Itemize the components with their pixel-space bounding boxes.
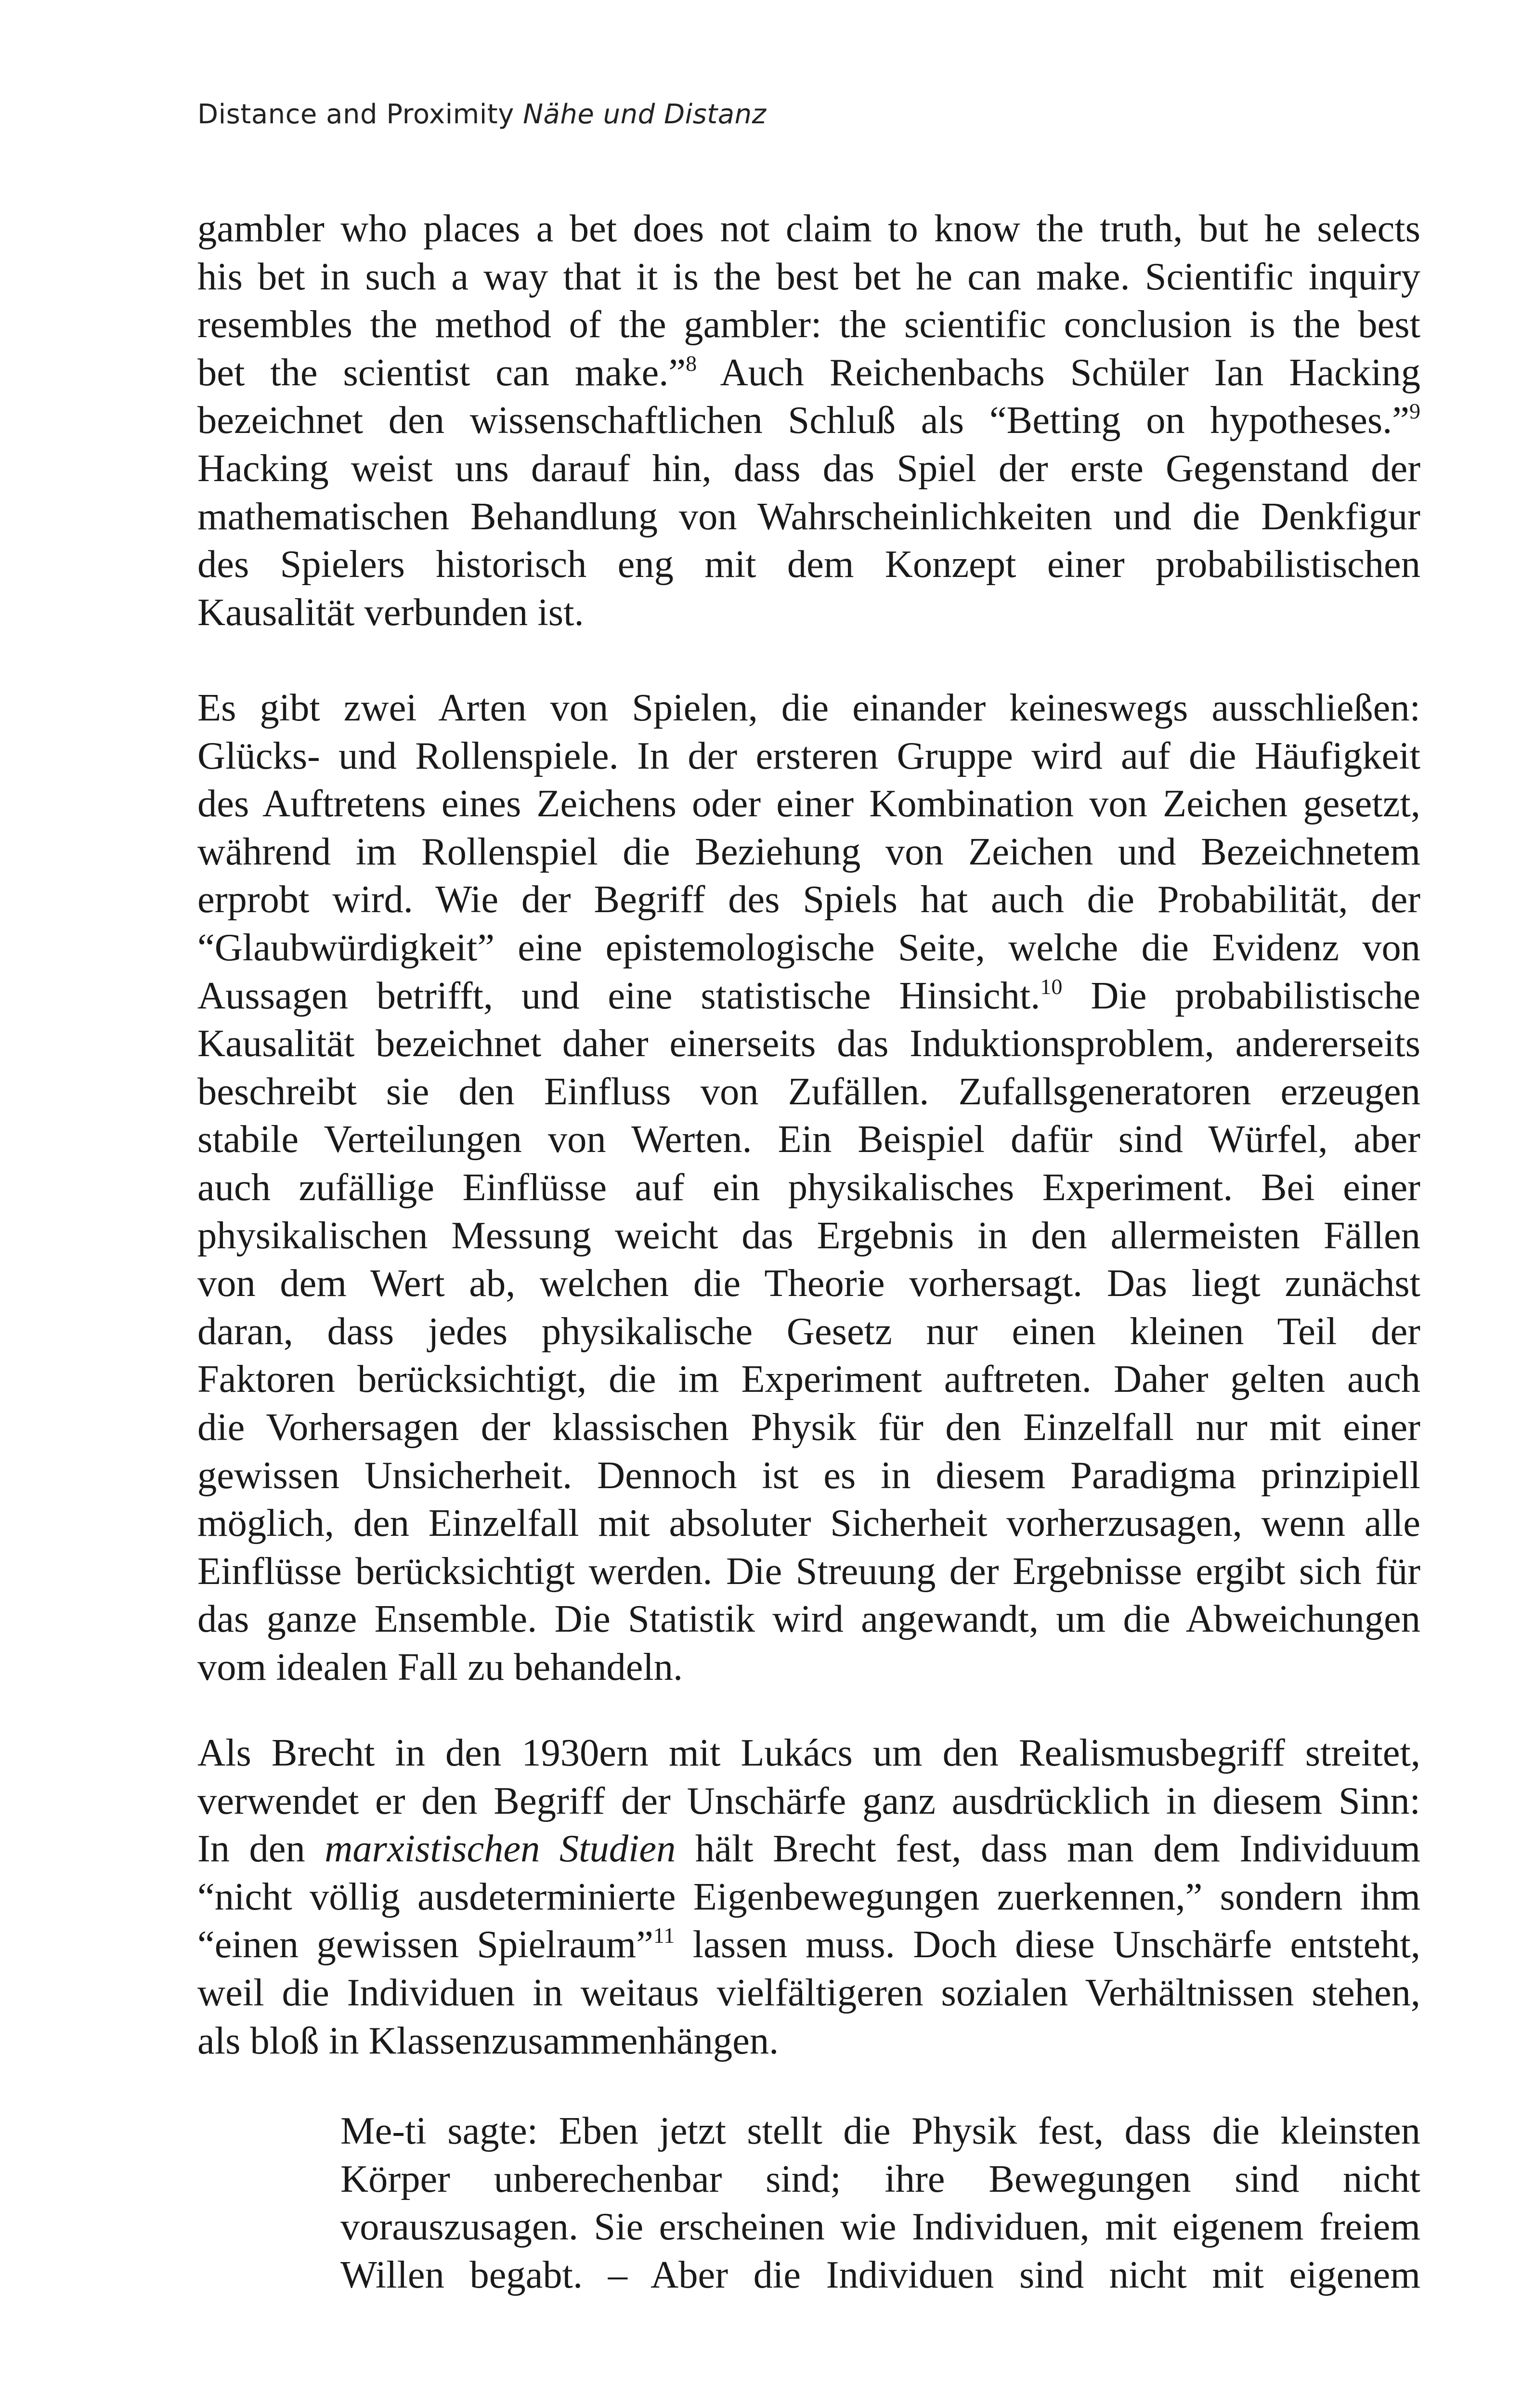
running-head [197,99,766,130]
text-fragment: Auch Reichenbachs Schüler Ian Hacking [697,351,1421,394]
paragraph-2 [197,684,1420,1691]
block-quote [340,2107,1420,2299]
text-line: die Vorhersagen der klassischen Physik für den Einzelfall nur mit einer [197,1405,1420,1449]
running-head-title: Distance and Proximity [197,99,514,130]
text-line: vom idealen Fall zu behandeln. [197,1645,683,1688]
quote-line: Körper unberechenbar sind; ihre Bewegungen sind nicht [340,2157,1420,2200]
text-fragment: Die probabilistische [1062,974,1420,1017]
footnote-ref-9[interactable]: 9 [1409,399,1420,424]
footnote-ref-10[interactable]: 10 [1040,974,1063,999]
running-head-title-italic: Nähe und Distanz [523,99,767,130]
text-line [197,396,1420,445]
text-line: physikalischen Messung weicht das Ergebnis in den allermeisten Fällen [197,1214,1420,1257]
text-line: mathematischen Behandlung von Wahrscheinlichkeiten und die Denkfigur [197,495,1420,538]
text-fragment: “einen gewissen Spielraum” [197,1923,653,1966]
text-line: verwendet er den Begriff der Unschärfe ganz ausdrücklich in diesem Sinn: [197,1779,1420,1822]
text-fragment: bet the scientist can make.” [197,351,686,394]
text-line: Es gibt zwei Arten von Spielen, die einander keineswegs ausschließen: [197,686,1420,729]
text-fragment: In den [197,1827,325,1871]
text-line [197,1921,1420,1969]
text-line: Als Brecht in den 1930ern mit Lukács um den Realismusbegriff streitet, [197,1731,1420,1774]
text-line: daran, dass jedes physikalische Gesetz nur einen kleinen Teil der [197,1309,1420,1353]
text-line: erprobt wird. Wie der Begriff des Spiels hat auch die Probabilität, der [197,878,1420,921]
text-line: stabile Verteilungen von Werten. Ein Beispiel dafür sind Würfel, aber [197,1118,1420,1161]
text-line: das ganze Ensemble. Die Statistik wird angewandt, um die Abweichungen [197,1597,1420,1641]
text-line: von dem Wert ab, welchen die Theorie vorhersagt. Das liegt zunächst [197,1262,1420,1305]
text-line: auch zufällige Einflüsse auf ein physikalisches Experiment. Bei einer [197,1165,1420,1209]
text-line: beschreibt sie den Einfluss von Zufällen. Zufallsgeneratoren erzeugen [197,1070,1420,1113]
text-line: Einflüsse berücksichtigt werden. Die Streuung der Ergebnisse ergibt sich für [197,1549,1420,1593]
italic-title: marxistischen Studien [325,1827,676,1871]
text-line: Glücks- und Rollenspiele. In der ersteren Gruppe wird auf die Häufigkeit [197,734,1420,777]
text-line: möglich, den Einzelfall mit absoluter Sicherheit vorherzusagen, wenn alle [197,1502,1420,1545]
text-line: als bloß in Klassenzusammenhängen. [197,2019,779,2062]
text-line: Kausalität bezeichnet daher einerseits das Induktionsproblem, andererseits [197,1022,1420,1065]
text-line: Faktoren berücksichtigt, die im Experiment auftreten. Daher gelten auch [197,1358,1420,1401]
text-line: “Glaubwürdigkeit” eine epistemologische Seite, welche die Evidenz von [197,926,1420,969]
quote-line: vorauszusagen. Sie erscheinen wie Individuen, mit eigenem freiem [340,2205,1420,2249]
text-line: während im Rollenspiel die Beziehung von Zeichen und Bezeichnetem [197,830,1420,873]
text-line: gewissen Unsicherheit. Dennoch ist es in diesem Paradigma prinzipiell [197,1453,1420,1497]
text-line: Hacking weist uns darauf hin, dass das Spiel der erste Gegenstand der [197,446,1420,490]
text-line: des Auftretens eines Zeichens oder einer Kombination von Zeichen gesetzt, [197,782,1420,825]
text-fragment: lassen muss. Doch diese Unschärfe entsteht, [675,1923,1420,1966]
paragraph-3 [197,1729,1420,2065]
text-line [197,972,1420,1020]
text-fragment: Aussagen betrifft, und eine statistische Hinsicht. [197,974,1041,1017]
text-line: gambler who places a bet does not claim to know the truth, but he selects [197,207,1420,250]
paragraph-1 [197,205,1420,636]
text-line: weil die Individuen in weitaus vielfältigeren sozialen Verhältnissen stehen, [197,1971,1420,2014]
text-line: des Spielers historisch eng mit dem Konzept einer probabilistischen [197,543,1420,586]
text-line [197,349,1420,397]
quote-line: Me-ti sagte: Eben jetzt stellt die Physik fest, dass die kleinsten [340,2109,1420,2152]
footnote-ref-8[interactable]: 8 [686,351,697,376]
text-line: resembles the method of the gambler: the scientific conclusion is the best [197,303,1420,346]
quote-line: Willen begabt. – Aber die Individuen sind nicht mit eigenem [340,2253,1420,2296]
text-fragment: bezeichnet den wissenschaftlichen Schluß als “Betting on hypotheses.” [197,399,1409,442]
text-line [197,1825,1420,1873]
text-line: his bet in such a way that it is the best bet he can make. Scientific inquiry [197,255,1420,298]
text-line: Kausalität verbunden ist. [197,590,584,634]
text-line: “nicht völlig ausdeterminierte Eigenbewegungen zuerkennen,” sondern ihm [197,1875,1420,1918]
text-fragment: hält Brecht fest, dass man dem Individuum [676,1827,1420,1871]
footnote-ref-11[interactable]: 11 [653,1923,675,1948]
